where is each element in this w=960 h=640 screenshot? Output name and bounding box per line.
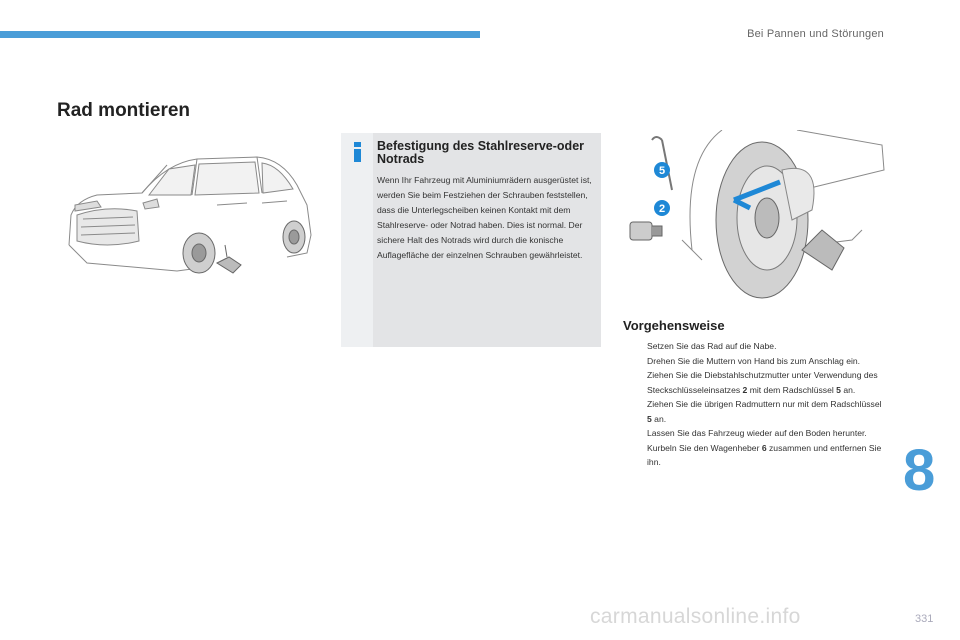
info-icon — [353, 142, 363, 162]
page-title: Rad montieren — [57, 100, 191, 121]
watermark: carmanualsonline.info — [590, 605, 801, 628]
info-box-title: Befestigung des Stahlreserve-oder Notrads — [377, 139, 585, 166]
callout-2: 2 — [658, 203, 666, 215]
info-strip — [341, 133, 373, 347]
procedure-title: Vorgehensweise — [623, 318, 725, 333]
car-jacked-illustration — [57, 145, 319, 295]
callout-5: 5 — [658, 165, 666, 177]
step-item: Lassen Sie das Fahrzeug wieder auf den Boden herunter. — [647, 428, 867, 438]
chapter-number: 8 — [903, 438, 936, 503]
header-accent-bar — [0, 31, 480, 38]
step-item: Setzen Sie das Rad auf die Nabe. — [647, 341, 777, 351]
step-item: Ziehen Sie die Diebstahlschutzmutter unter Verwendung des Steckschlüsseleinsatzes 2 mit dem Radschlüssel 5 an. — [647, 370, 878, 395]
step-item: Kurbeln Sie den Wagenheber 6 zusammen und entfernen Sie ihn. — [647, 442, 882, 467]
procedure-steps — [623, 339, 888, 470]
step-item: Ziehen Sie die übrigen Radmuttern nur mit dem Radschlüssel 5 an. — [647, 399, 882, 424]
section-header: Bei Pannen und Störungen — [747, 28, 884, 40]
info-box — [341, 133, 601, 347]
step-item: Drehen Sie die Muttern von Hand bis zum Anschlag ein. — [647, 355, 861, 366]
wheel-mounting-illustration — [622, 130, 887, 305]
page-number: 331 — [915, 613, 934, 625]
info-box-text: Wenn Ihr Fahrzeug mit Aluminiumrädern ausgerüstet ist, werden Sie beim Festziehen der Schrauben feststellen, dass die Unterlegscheiben keinen Kontakt mit dem Stahlreserve- oder Notrad haben. Dies ist normal. Der sichere Halt des Notrads wird durch die konische Auflagefläche der einzelnen Schrauben gewährleistet. — [377, 175, 592, 260]
